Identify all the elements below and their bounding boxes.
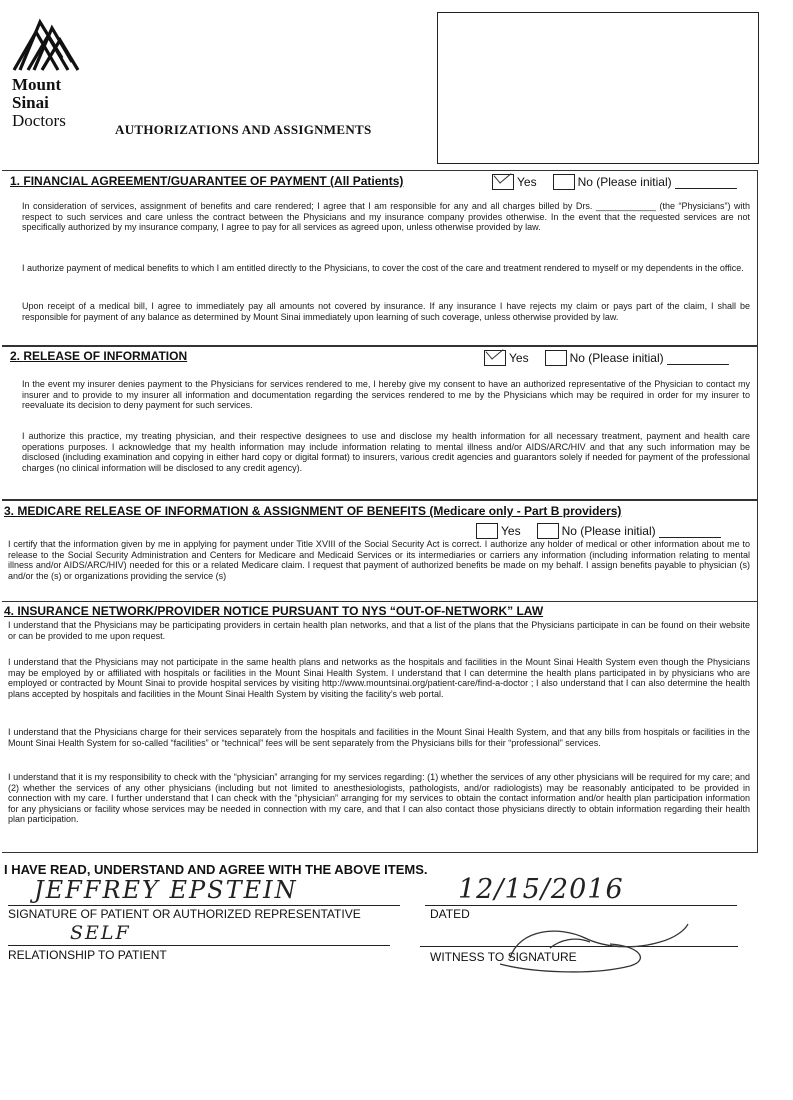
- section-2-no-checkbox[interactable]: [545, 350, 567, 366]
- section-3-heading: 3. MEDICARE RELEASE OF INFORMATION & ASSIGNMENT OF BENEFITS (Medicare only - Part B providers): [4, 504, 622, 518]
- section-release-of-information: [2, 345, 758, 500]
- section-1-title: FINANCIAL AGREEMENT/GUARANTEE OF PAYMENT (All Patients): [23, 174, 404, 188]
- logo-line-sinai: Sinai: [12, 93, 49, 112]
- section-financial-agreement: [2, 170, 758, 347]
- date-label: DATED: [430, 907, 470, 921]
- mount-sinai-logo-icon: [10, 18, 82, 74]
- section-2-yes-checkbox[interactable]: [484, 350, 506, 366]
- section-4-paragraph-3: I understand that the Physicians charge for their services separately from the hospitals and facilities in the Mount Sinai Health System, and that any bills from hospitals or facilities in the Mount Sinai Health System for so-called “facilities” or “technical” fees will be sent separately from the Physicians bills for their “professional” services.: [8, 727, 750, 748]
- section-1-consent: [492, 174, 737, 190]
- section-1-no-label: No (Please initial): [577, 175, 672, 189]
- section-insurance-network-notice: [2, 601, 758, 853]
- date-signed[interactable]: 12/15/2016: [458, 874, 624, 905]
- section-4-heading: 4. INSURANCE NETWORK/PROVIDER NOTICE PURSUANT TO NYS “OUT-OF-NETWORK” LAW: [4, 604, 544, 618]
- section-3-consent: [476, 523, 721, 539]
- date-line: [425, 905, 737, 906]
- section-1-paragraph-1: In consideration of services, assignment of benefits and care rendered; I agree that I am responsible for any and all charges billed by Drs. ____________ (the “Physicians”) with respect to such services and care unless the contract between the Physicians and my insurance company provides otherwise. In the event that the requested services are not specifically authorized by my insurance company, I agree to pay for all services as agreed upon, unless otherwise provided by law.: [22, 201, 750, 233]
- section-medicare-release: [2, 500, 758, 602]
- section-1-no-checkbox[interactable]: [553, 174, 575, 190]
- section-2-yes-label: Yes: [509, 351, 529, 365]
- section-4-paragraph-2: I understand that the Physicians may not participate in the same health plans and networks as the hospitals and facilities in the Mount Sinai Health System even though the Physicians may be employed by or affiliated with hospitals or facilities in the Mount Sinai Health System. I understand that I can determine the health plans participated in by physicians who are employed or contracted by Mount Sinai to provide hospital services by visiting http://www.mountsinai.org/patient-care/find-a-doctor ; I also understand that I can also determine the health plans accepted by hospitals and facilities in the Mount Sinai Health System by visiting the facility’s web portal.: [8, 657, 750, 699]
- section-3-yes-label: Yes: [501, 524, 521, 538]
- relationship-value[interactable]: SELF: [70, 922, 131, 944]
- section-2-paragraph-1: In the event my insurer denies payment to the Physicians for services rendered to me, I hereby give my consent to have an authorized representative of the Physician to contact my insurer and to provide to my insurer all information and documentation regarding the services rendered to me by the Physicians which may be required in order for my insurer to reevaluate its decision to deny payment for such services.: [22, 379, 750, 411]
- section-2-heading: 2. RELEASE OF INFORMATION: [10, 349, 188, 363]
- patient-signature[interactable]: JEFFREY EPSTEIN: [34, 876, 298, 904]
- patient-label-box: [437, 12, 759, 164]
- section-1-paragraph-2: I authorize payment of medical benefits to which I am entitled directly to the Physicians, to cover the cost of the care and treatment rendered to myself or my dependents in the office.: [22, 263, 744, 273]
- section-1-initial-field[interactable]: [675, 176, 737, 189]
- section-1-heading: 1. FINANCIAL AGREEMENT/GUARANTEE OF PAYMENT (All Patients): [10, 174, 404, 188]
- section-2-consent: [484, 350, 729, 366]
- signature-label: SIGNATURE OF PATIENT OR AUTHORIZED REPRESENTATIVE: [8, 907, 361, 921]
- logo-line-doctors: Doctors: [12, 111, 66, 130]
- section-3-title: MEDICARE RELEASE OF INFORMATION & ASSIGNMENT OF BENEFITS (Medicare only - Part B providers): [17, 504, 622, 518]
- section-1-paragraph-3: Upon receipt of a medical bill, I agree to immediately pay all amounts not covered by insurance. If any insurance I have rejects my claim or pays part of the claim, I shall be responsible for payment of any balance as determined by Mount Sinai immediately upon learning of such coverage, unless otherwise provided by law.: [22, 301, 750, 322]
- signature-line: [8, 905, 400, 906]
- relationship-label: RELATIONSHIP TO PATIENT: [8, 948, 167, 962]
- logo-line-mount: Mount: [12, 75, 62, 94]
- section-2-title: RELEASE OF INFORMATION: [23, 349, 188, 363]
- relationship-line: [8, 945, 390, 946]
- witness-label: WITNESS TO SIGNATURE: [430, 950, 577, 964]
- section-1-yes-checkbox[interactable]: [492, 174, 514, 190]
- section-2-paragraph-2: I authorize this practice, my treating physician, and their respective designees to use and disclose my health information for all necessary treatment, payment and health care operations purposes. I acknowledge that my health information may include information relating to mental illness and/or AIDS/ARC/HIV and that any such information may be disclosed (including examination and copying in either hard copy or digital format) to insurers, various credit agencies and guarantors solely if needed for payment of the professional charges (no clinical information will be disclosed to any credit agency).: [22, 431, 750, 473]
- section-4-paragraph-1: I understand that the Physicians may be participating providers in certain health plan networks, and that a list of the plans that the Physicians participate in can be found on their website or can be provided to me upon request.: [8, 620, 750, 641]
- section-3-no-label: No (Please initial): [561, 524, 656, 538]
- section-2-no-label: No (Please initial): [569, 351, 664, 365]
- section-3-yes-checkbox[interactable]: [476, 523, 498, 539]
- section-3-initial-field[interactable]: [659, 525, 721, 538]
- section-4-title: INSURANCE NETWORK/PROVIDER NOTICE PURSUANT TO NYS “OUT-OF-NETWORK” LAW: [17, 604, 544, 618]
- logo-wordmark: [12, 76, 66, 130]
- section-3-no-checkbox[interactable]: [537, 523, 559, 539]
- section-1-yes-label: Yes: [517, 175, 537, 189]
- section-4-paragraph-4: I understand that it is my responsibility to check with the “physician” arranging for my services regarding: (1) whether the services of any other physicians will be required for my care; and (2) whether the services of any other physicians (including but not limited to anesthesiologists, pathologists, and/or radiologists) may be reasonably anticipated to be provided in connection with my care. I further understand that I can check with the “physician” arranging for my services to obtain the contact information and/or health plan participation information for any physicians or facility whose services may be needed in connection with my care, and that I can also contact those physicians directly to obtain information regarding their health plan participation.: [8, 772, 750, 825]
- section-2-initial-field[interactable]: [667, 352, 729, 365]
- witness-signature-scribble[interactable]: [490, 918, 690, 978]
- document-title: AUTHORIZATIONS AND ASSIGNMENTS: [115, 122, 372, 137]
- section-3-paragraph-1: I certify that the information given by me in applying for payment under Title XVIII of the Social Security Act is correct. I authorize any holder of medical or other information about me to release to the Social Security Administration and Centers for Medicare and Medicaid Services or its intermediaries or carriers any information (including information relating to mental illness and/or AIDS/ARC/HIV) needed for this or a related Medicare claim. I request that payment of authorized benefits be made on my behalf. I assign benefits payable to physician (s) and/or the (s) or organizations providing the service (s): [8, 539, 750, 581]
- agreement-statement: I HAVE READ, UNDERSTAND AND AGREE WITH THE ABOVE ITEMS.: [4, 862, 428, 877]
